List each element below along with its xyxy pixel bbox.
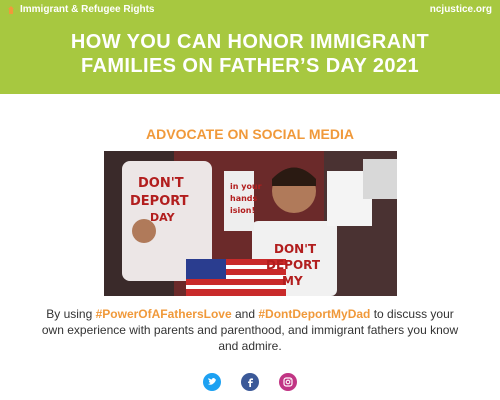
protest-photo — [104, 151, 397, 296]
body-text — [40, 306, 460, 354]
instagram-button[interactable] — [279, 373, 297, 391]
sign1-line3: DAY — [150, 211, 175, 224]
page-title — [0, 30, 500, 78]
body-mid: and — [231, 307, 259, 321]
facebook-icon — [245, 377, 255, 387]
sign3-line2: hands — [230, 194, 258, 203]
site-link[interactable]: ncjustice.org — [429, 4, 492, 15]
section-heading: ADVOCATE ON SOCIAL MEDIA — [146, 126, 354, 142]
sign3-line1: in your — [230, 182, 262, 191]
hashtag-power-of-a-fathers-love[interactable]: #PowerOfAFathersLove — [95, 307, 232, 321]
sign3-line3: ision! — [230, 206, 256, 215]
facebook-button[interactable] — [241, 373, 259, 391]
sign1-line1: DON'T — [138, 176, 184, 191]
brand[interactable] — [6, 4, 154, 15]
body-post: to discuss your own experience with parents and parenthood, and immigrant fathers you know and admire. — [41, 307, 459, 353]
hashtag-dont-deport-my-dad[interactable]: #DontDeportMyDad — [258, 307, 371, 321]
sign1-line2: DEPORT — [130, 194, 189, 209]
brand-text: Immigrant & Refugee Rights — [20, 4, 155, 15]
lamp-icon — [6, 5, 16, 15]
title-line-1: HOW YOU CAN HONOR IMMIGRANT — [70, 31, 430, 53]
header-banner — [0, 0, 500, 94]
instagram-icon — [283, 377, 293, 387]
sign2-line1: DON'T — [274, 242, 317, 256]
sign2-line3: MY — [282, 274, 303, 288]
body-pre: By using — [46, 307, 96, 321]
sign2-line2: DEPORT — [266, 258, 321, 272]
twitter-button[interactable] — [203, 373, 221, 391]
title-line-2: FAMILIES ON FATHER’S DAY 2021 — [81, 55, 419, 77]
twitter-icon — [207, 377, 217, 387]
